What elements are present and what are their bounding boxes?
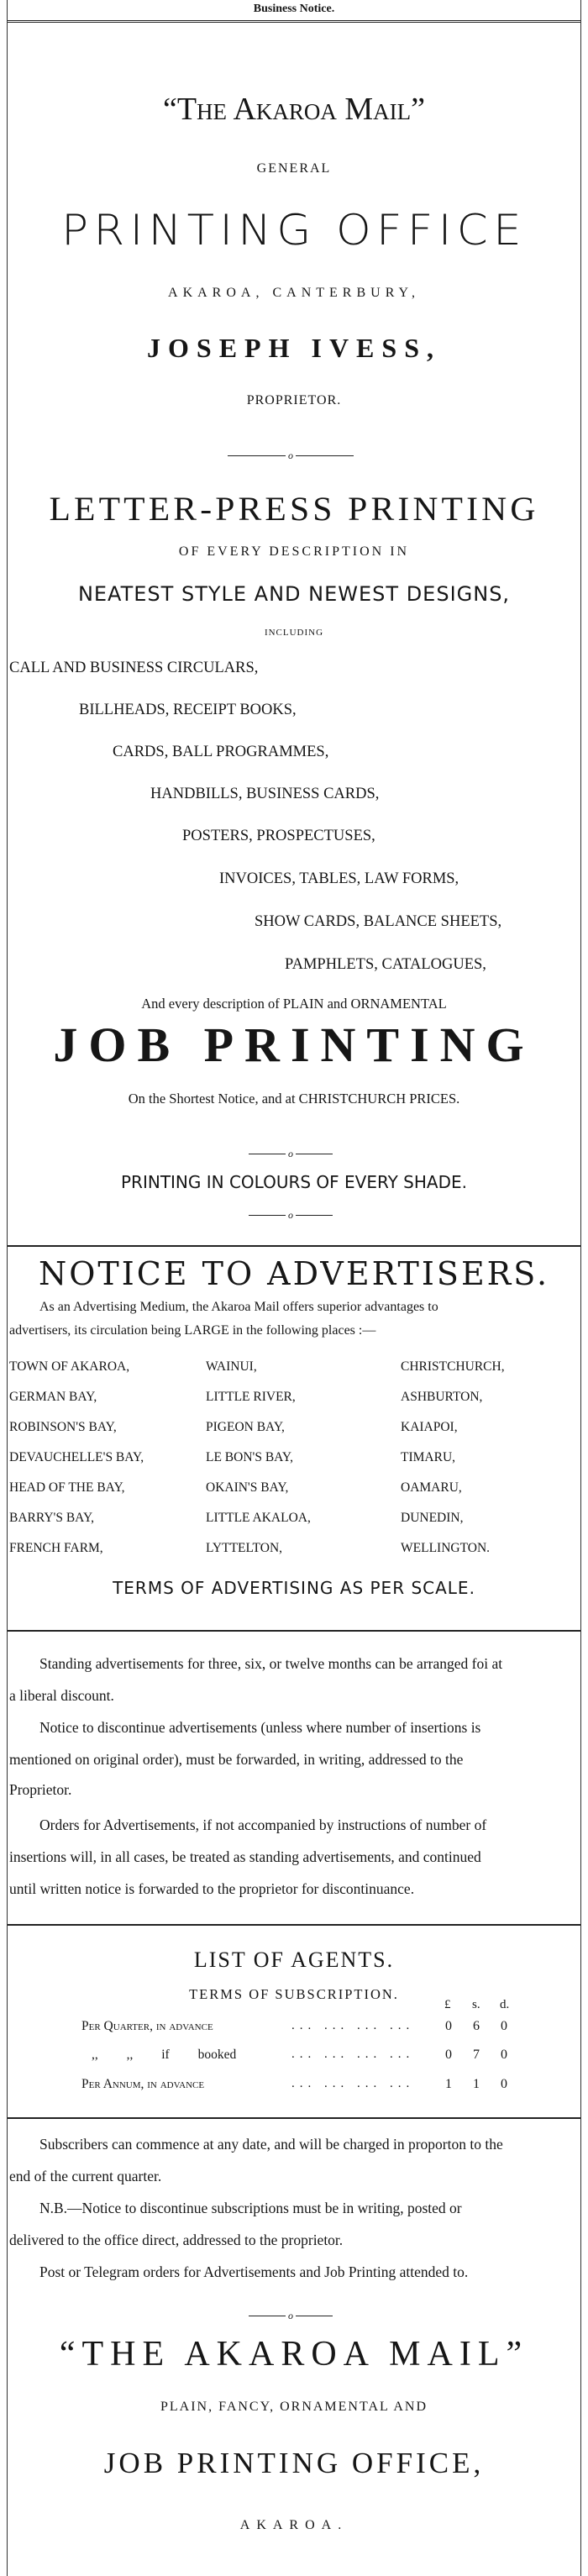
header-bar — [8, 0, 580, 23]
standing-text: Notice to discontinue advertisements (unless where number of insertions is — [39, 1719, 481, 1736]
terms-heading: TERMS OF SUBSCRIPTION. — [189, 1986, 399, 2002]
place: OAMARU, — [401, 1480, 462, 1495]
place: PIGEON BAY, — [206, 1420, 285, 1434]
place: KAIAPOI, — [401, 1420, 458, 1434]
place: LYTTELTON, — [206, 1541, 283, 1555]
advertisers-intro: advertisers, its circulation being LARGE in the following places :— — [9, 1323, 376, 1338]
footer-plain: PLAIN, FANCY, ORNAMENTAL AND — [160, 2400, 428, 2414]
place: OKAIN'S BAY, — [206, 1480, 289, 1495]
letterpress-item: HANDBILLS, BUSINESS CARDS, — [150, 786, 380, 802]
masthead-location: AKAROA, CANTERBURY, — [168, 286, 420, 300]
place: TOWN OF AKAROA, — [9, 1359, 130, 1374]
letterpress-item: CARDS, BALL PROGRAMMES, — [113, 744, 329, 760]
subscription-text: delivered to the office direct, addressed to the proprietor. — [9, 2232, 344, 2248]
advertisement-page — [7, 0, 581, 2576]
place: FRENCH FARM, — [9, 1541, 103, 1555]
place: WELLINGTON. — [401, 1541, 491, 1555]
section-rule — [8, 1630, 580, 1632]
place: ROBINSON'S BAY, — [9, 1420, 117, 1434]
masthead-general: GENERAL — [256, 161, 332, 176]
agents-heading: LIST OF AGENTS. — [193, 1948, 395, 1972]
subscription-label: Per Quarter, in advance — [81, 2019, 213, 2033]
subscription-dots: ... ... ... ... — [291, 2077, 415, 2090]
letterpress-including: INCLUDING — [264, 628, 324, 638]
masthead-role: PROPRIETOR. — [246, 393, 342, 407]
divider-rule: o — [249, 1147, 333, 1162]
masthead-name: JOSEPH IVESS, — [147, 333, 441, 363]
footer-town: AKAROA. — [239, 2518, 349, 2532]
section-rule — [8, 2117, 580, 2119]
subscription-pence: 0 — [501, 2019, 507, 2033]
subscription-pounds: 0 — [445, 2019, 452, 2033]
standing-text: until written notice is forwarded to the proprietor for discontinuance. — [9, 1880, 415, 1897]
section-rule — [8, 1245, 580, 1247]
place: HEAD OF THE BAY, — [9, 1480, 125, 1495]
letterpress-item: SHOW CARDS, BALANCE SHEETS, — [255, 913, 502, 930]
standing-text: Orders for Advertisements, if not accompanied by instructions of number of — [39, 1816, 487, 1833]
advertisers-intro: As an Advertising Medium, the Akaroa Mail offers superior advantages to — [39, 1300, 438, 1314]
letterpress-item: PAMPHLETS, CATALOGUES, — [285, 956, 486, 973]
subscription-text: N.B.—Notice to discontinue subscriptions must be in writing, posted or — [39, 2200, 462, 2216]
place: LITTLE AKALOA, — [206, 1511, 311, 1525]
subscription-shillings: 7 — [473, 2048, 480, 2062]
advertisers-terms: TERMS OF ADVERTISING AS PER SCALE. — [113, 1578, 475, 1598]
header-label: Business Notice. — [253, 3, 335, 15]
standing-text: mentioned on original order), must be forwarded, in writing, addressed to the — [9, 1751, 464, 1768]
subscription-dots: ... ... ... ... — [291, 2048, 415, 2061]
subscription-pence: 0 — [501, 2077, 507, 2091]
subscription-text: Post or Telegram orders for Advertisements and Job Printing attended to. — [39, 2263, 469, 2280]
letterpress-item: BILLHEADS, RECEIPT BOOKS, — [79, 702, 297, 718]
place: DUNEDIN, — [401, 1511, 464, 1525]
letterpress-item: INVOICES, TABLES, LAW FORMS, — [219, 870, 459, 887]
place: ASHBURTON, — [401, 1390, 483, 1404]
letterpress-heading: LETTER-PRESS PRINTING — [49, 490, 539, 528]
currency-d: d. — [500, 1998, 510, 2011]
subscription-pence: 0 — [501, 2048, 507, 2062]
subscription-text: Subscribers can commence at any date, and will be charged in proporton to the — [39, 2136, 503, 2153]
subscription-label: Per Annum, in advance — [81, 2077, 205, 2091]
place: DEVAUCHELLE'S BAY, — [9, 1450, 144, 1464]
place: GERMAN BAY, — [9, 1390, 97, 1404]
masthead-title: “The Akaroa Mail” — [162, 92, 426, 127]
currency-s: s. — [472, 1998, 480, 2011]
subscription-label: ,, ,, if booked — [92, 2048, 237, 2062]
divider-rule: o — [249, 1208, 333, 1223]
place: BARRY'S BAY, — [9, 1511, 95, 1525]
footer-job: JOB PRINTING OFFICE, — [103, 2447, 485, 2479]
letterpress-and-every: And every description of PLAIN and ORNAMENTAL — [141, 996, 447, 1012]
letterpress-item: CALL AND BUSINESS CIRCULARS, — [9, 660, 259, 676]
subscription-shillings: 1 — [473, 2077, 480, 2091]
colours-line: PRINTING IN COLOURS OF EVERY SHADE. — [121, 1172, 467, 1192]
subscription-pounds: 1 — [445, 2077, 452, 2091]
divider-rule: o — [249, 2309, 333, 2324]
subscription-text: end of the current quarter. — [9, 2168, 162, 2184]
footer-title: “THE AKAROA MAIL” — [59, 2335, 529, 2374]
place: WAINUI, — [206, 1359, 257, 1374]
section-rule — [8, 1924, 580, 1926]
place: TIMARU, — [401, 1450, 456, 1464]
subscription-pounds: 0 — [445, 2048, 452, 2062]
letterpress-item: POSTERS, PROSPECTUSES, — [182, 828, 375, 844]
masthead-printing-office: PRINTING OFFICE — [61, 206, 527, 255]
divider-rule: o — [228, 449, 354, 464]
advertisers-heading: NOTICE TO ADVERTISERS. — [38, 1255, 550, 1292]
standing-text: insertions will, in all cases, be treated as standing advertisements, and continued — [9, 1848, 481, 1865]
letterpress-job-printing: JOB PRINTING — [53, 1017, 535, 1072]
letterpress-of-every: OF EVERY DESCRIPTION IN — [178, 544, 410, 559]
currency-l: £ — [444, 1998, 451, 2011]
standing-text: Proprietor. — [9, 1781, 72, 1798]
place: CHRISTCHURCH, — [401, 1359, 505, 1374]
standing-text: a liberal discount. — [9, 1687, 114, 1704]
letterpress-neatest: NEATEST STYLE AND NEWEST DESIGNS, — [77, 582, 511, 606]
subscription-dots: ... ... ... ... — [291, 2019, 415, 2032]
letterpress-shortest: On the Shortest Notice, and at CHRISTCHURCH PRICES. — [128, 1091, 460, 1107]
place: LITTLE RIVER, — [206, 1390, 296, 1404]
place: LE BON'S BAY, — [206, 1450, 294, 1464]
subscription-shillings: 6 — [473, 2019, 480, 2033]
standing-text: Standing advertisements for three, six, or twelve months can be arranged foi at — [39, 1655, 503, 1672]
